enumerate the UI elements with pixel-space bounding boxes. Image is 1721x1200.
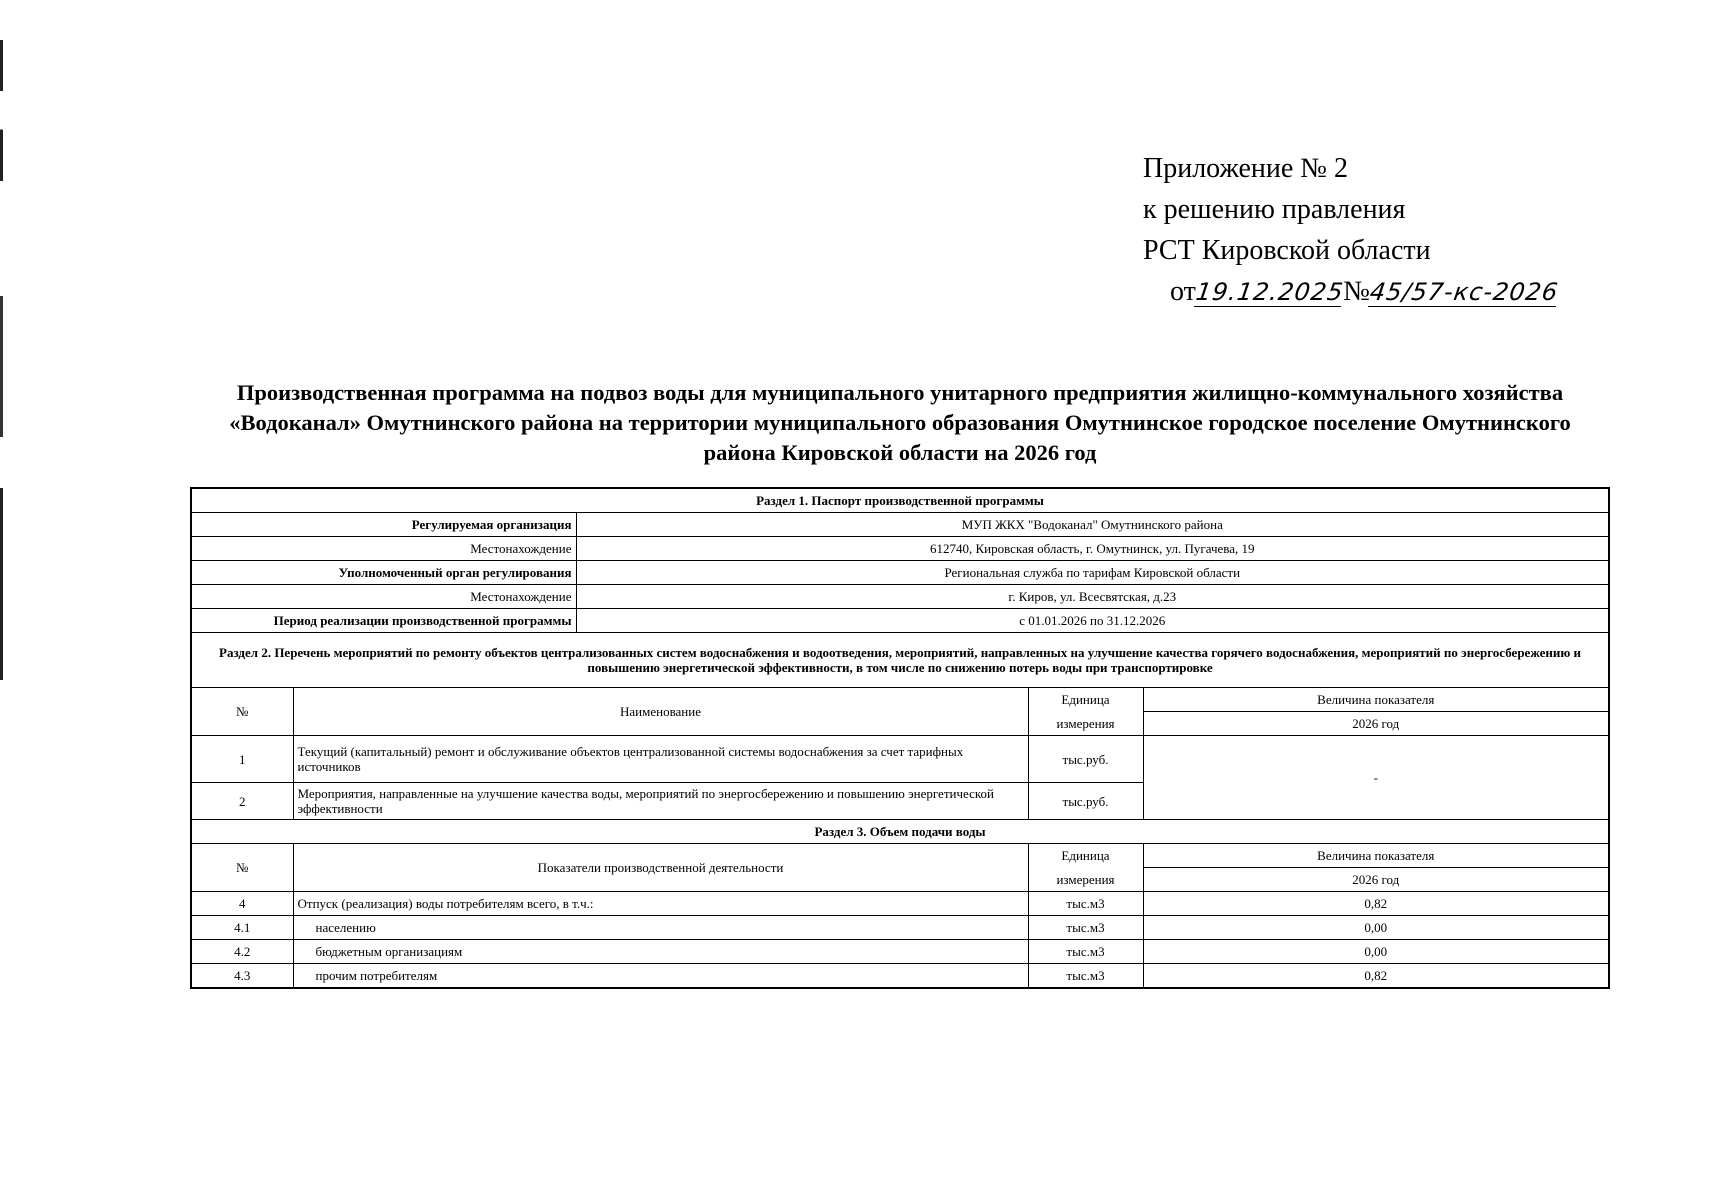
row-unit: тыс.руб. [1028, 783, 1143, 820]
measure-row [191, 736, 1609, 783]
col-num-header: № [191, 688, 293, 736]
row-unit: тыс.м3 [1028, 916, 1143, 940]
passport-label: Уполномоченный орган регулирования [191, 561, 576, 585]
col-unit-header-top: Единица [1028, 844, 1143, 868]
row-value: 0,00 [1143, 916, 1609, 940]
from-prefix: от [1170, 276, 1196, 307]
volume-row [191, 940, 1609, 964]
passport-label: Период реализации производственной программы [191, 609, 576, 633]
passport-row [191, 585, 1609, 609]
row-name: прочим потребителям [293, 964, 1028, 989]
row-num: 4.1 [191, 916, 293, 940]
row-num: 2 [191, 783, 293, 820]
row-value: 0,82 [1143, 892, 1609, 916]
row-name: Текущий (капитальный) ремонт и обслуживание объектов централизованной системы водоснабжения за счет тарифных источников [293, 736, 1028, 783]
appendix-block [1143, 148, 1561, 312]
col-name-header: Наименование [293, 688, 1028, 736]
passport-row [191, 609, 1609, 633]
row-value: 0,00 [1143, 940, 1609, 964]
volume-row [191, 892, 1609, 916]
col-unit-header-top: Единица [1028, 688, 1143, 712]
passport-label: Местонахождение [191, 537, 576, 561]
col-year-header: 2026 год [1143, 712, 1609, 736]
section1-heading: Раздел 1. Паспорт производственной программы [191, 488, 1609, 513]
row-unit: тыс.м3 [1028, 892, 1143, 916]
passport-value: 612740, Кировская область, г. Омутнинск, ул. Пугачева, 19 [576, 537, 1609, 561]
row-value: 0,82 [1143, 964, 1609, 989]
col-value-header: Величина показателя [1143, 844, 1609, 868]
row-name: Отпуск (реализация) воды потребителям всего, в т.ч.: [293, 892, 1028, 916]
program-table [190, 487, 1610, 989]
volume-row [191, 916, 1609, 940]
row-merged-value: - [1143, 736, 1609, 820]
volume-row [191, 964, 1609, 989]
col-value-header: Величина показателя [1143, 688, 1609, 712]
passport-label: Регулируемая организация [191, 513, 576, 537]
row-unit: тыс.м3 [1028, 964, 1143, 989]
passport-row [191, 561, 1609, 585]
passport-value: г. Киров, ул. Всесвятская, д.23 [576, 585, 1609, 609]
row-name: населению [293, 916, 1028, 940]
passport-row [191, 537, 1609, 561]
col-num-header: № [191, 844, 293, 892]
appendix-decision: к решению правления [1143, 194, 1406, 225]
appendix-date-line [1170, 271, 1561, 312]
section2-heading: Раздел 2. Перечень мероприятий по ремонту объектов централизованных систем водоснабжения и водоотведения, мероприятий, направленных на улучшение качества горячего водоснабжения, мероприятий по энергосбережению и повышению энергетической эффективности, в том числе по снижению потерь воды при транспортировке [191, 633, 1609, 688]
row-unit: тыс.руб. [1028, 736, 1143, 783]
row-num: 4.3 [191, 964, 293, 989]
col-year-header: 2026 год [1143, 868, 1609, 892]
section3-heading: Раздел 3. Объем подачи воды [191, 820, 1609, 844]
handwritten-date: 19.12.2025 [1193, 278, 1346, 306]
row-unit: тыс.м3 [1028, 940, 1143, 964]
col-unit-header-bottom: измерения [1028, 712, 1143, 736]
appendix-authority: РСТ Кировской области [1143, 235, 1431, 266]
scan-edge-artifact [0, 40, 3, 680]
passport-label: Местонахождение [191, 585, 576, 609]
row-num: 4 [191, 892, 293, 916]
passport-value: Региональная служба по тарифам Кировской области [576, 561, 1609, 585]
col-name-header: Показатели производственной деятельности [293, 844, 1028, 892]
handwritten-number: 45/57-кс-2026 [1368, 278, 1561, 306]
passport-row [191, 513, 1609, 537]
passport-value: с 01.01.2026 по 31.12.2026 [576, 609, 1609, 633]
document-title: Производственная программа на подвоз воды для муниципального унитарного предприятия жилищно-коммунального хозяйства «Водоканал» Омутнинского района на территории муниципального образования Омутнинское городское поселение Омутнинского района Кировской области на 2026 год [229, 380, 1571, 465]
number-prefix: № [1343, 276, 1371, 307]
row-num: 4.2 [191, 940, 293, 964]
row-num: 1 [191, 736, 293, 783]
col-unit-header-bottom: измерения [1028, 868, 1143, 892]
row-name: бюджетным организациям [293, 940, 1028, 964]
appendix-number: Приложение № 2 [1143, 153, 1348, 184]
passport-value: МУП ЖКХ "Водоканал" Омутнинского района [576, 513, 1609, 537]
row-name: Мероприятия, направленные на улучшение качества воды, мероприятий по энергосбережению и повышению энергетической эффективности [293, 783, 1028, 820]
